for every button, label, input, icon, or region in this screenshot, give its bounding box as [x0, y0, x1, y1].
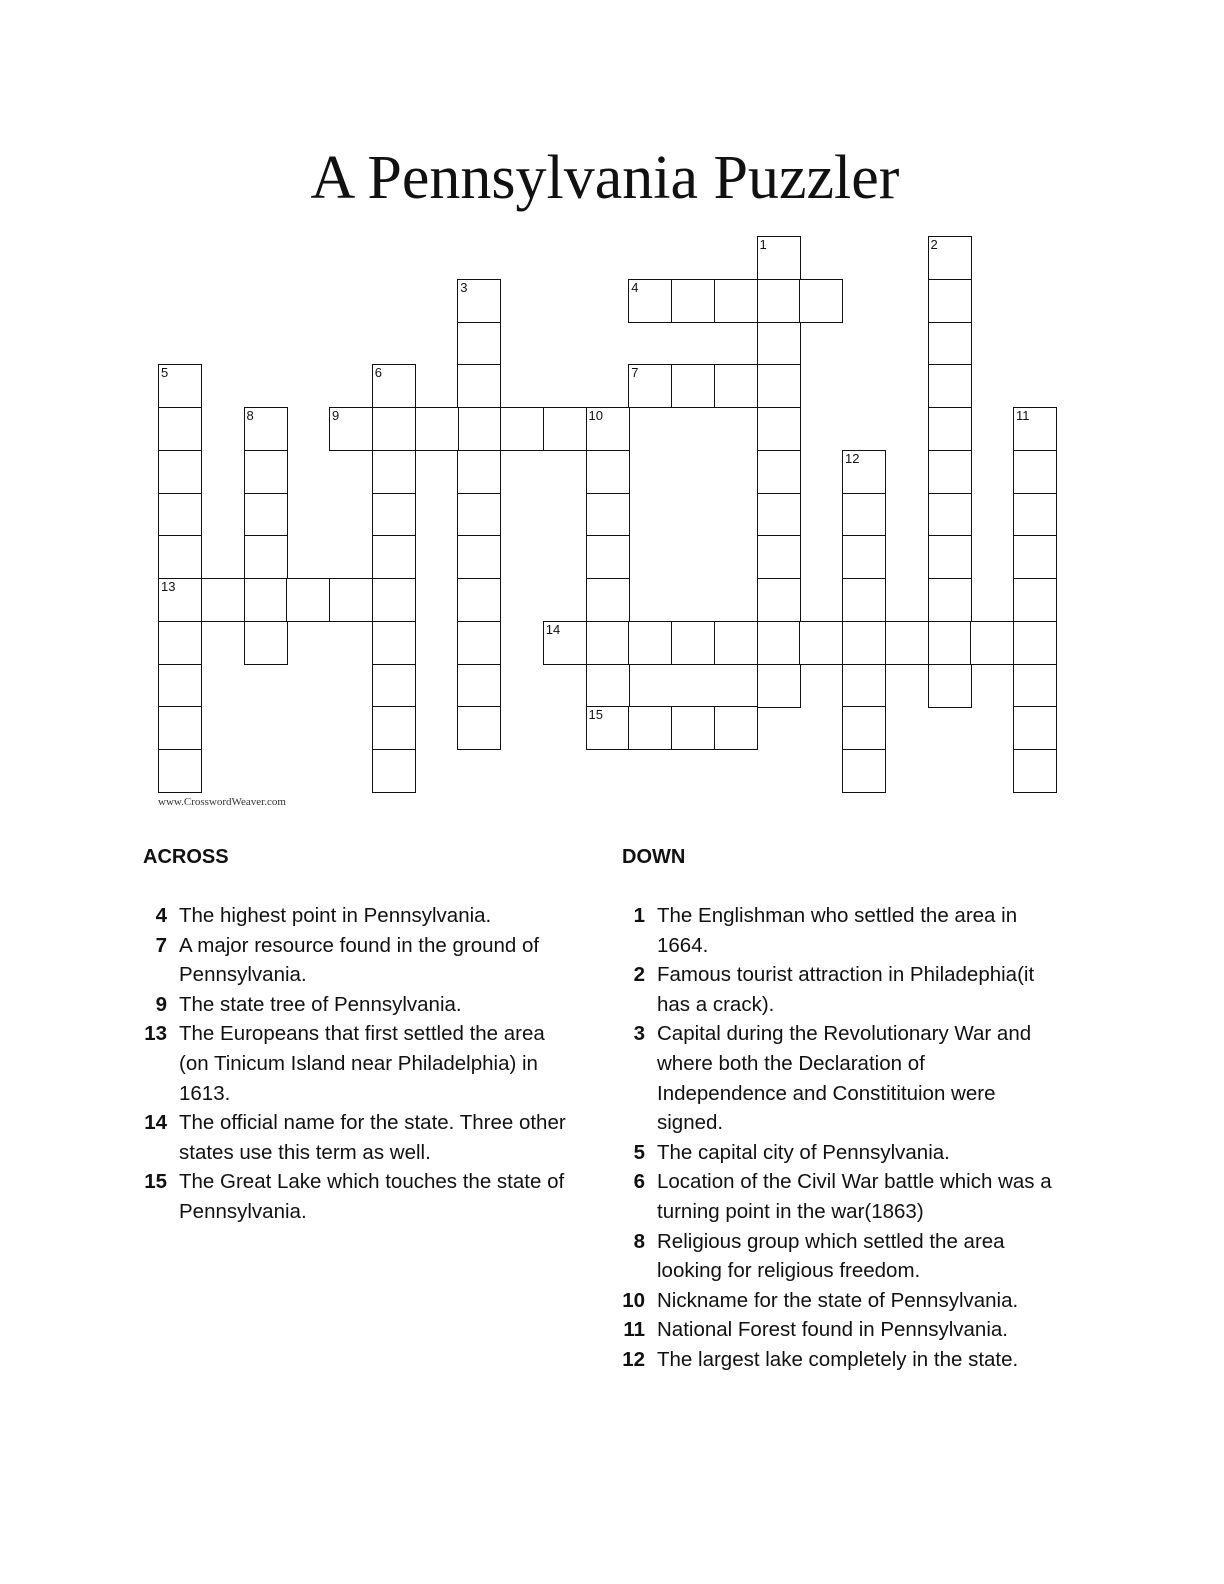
- grid-cell[interactable]: [158, 450, 202, 494]
- grid-cell[interactable]: [1013, 706, 1057, 750]
- cell-number: 6: [374, 365, 382, 381]
- grid-cell[interactable]: [372, 706, 416, 750]
- grid-cell[interactable]: [757, 578, 801, 622]
- clue-number: 10: [622, 1288, 645, 1312]
- down-clue: [616, 1167, 1056, 1226]
- grid-cell[interactable]: [372, 493, 416, 537]
- grid-cell[interactable]: [244, 621, 288, 665]
- credit-text: www.CrosswordWeaver.com: [158, 796, 286, 808]
- clue-text: The Englishman who settled the area in 1664.: [657, 904, 1018, 957]
- grid-cell[interactable]: [372, 578, 416, 622]
- clue-number: 6: [633, 1170, 645, 1194]
- grid-cell[interactable]: [244, 407, 288, 451]
- grid-cell[interactable]: [457, 493, 501, 537]
- grid-cell[interactable]: [628, 364, 672, 408]
- grid-cell[interactable]: [757, 493, 801, 537]
- clue-number: 15: [144, 1170, 167, 1194]
- clue-number: 8: [633, 1229, 645, 1253]
- cell-number: 10: [588, 408, 603, 423]
- grid-cell[interactable]: [457, 322, 501, 366]
- clue-number: 2: [633, 963, 645, 987]
- grid-cell[interactable]: [457, 535, 501, 579]
- grid-cell[interactable]: [671, 364, 715, 408]
- grid-cell[interactable]: [201, 578, 245, 622]
- grid-cell[interactable]: [1013, 450, 1057, 494]
- grid-cell[interactable]: [244, 578, 288, 622]
- grid-cell[interactable]: [928, 621, 972, 665]
- grid-cell[interactable]: [586, 407, 630, 451]
- grid-cell[interactable]: [158, 621, 202, 665]
- clue-number: 13: [144, 1022, 167, 1046]
- clue-text: National Forest found in Pennsylvania.: [657, 1318, 1008, 1342]
- puzzle-title: A Pennsylvania Puzzler: [310, 144, 900, 212]
- clue-number: 4: [155, 904, 167, 927]
- grid-cell[interactable]: [158, 664, 202, 708]
- grid-cell[interactable]: [586, 493, 630, 537]
- clue-text: Famous tourist attraction in Philadephia(it has a crack).: [657, 963, 1035, 1016]
- grid-cell[interactable]: [842, 450, 886, 494]
- grid-cell[interactable]: [928, 279, 972, 323]
- grid-cell[interactable]: [928, 450, 972, 494]
- grid-cell[interactable]: [799, 621, 843, 665]
- grid-cell[interactable]: [586, 706, 630, 750]
- grid-cell[interactable]: [329, 407, 373, 451]
- grid-cell[interactable]: [842, 493, 886, 537]
- grid-cell[interactable]: [415, 407, 459, 451]
- clue-number: 11: [623, 1318, 645, 1342]
- cell-number: 8: [246, 408, 254, 423]
- grid-cell[interactable]: [1013, 621, 1057, 665]
- across-clue: [138, 1019, 578, 1108]
- grid-cell[interactable]: [329, 578, 373, 622]
- grid-cell[interactable]: [671, 279, 715, 323]
- grid-cell[interactable]: [158, 493, 202, 537]
- clue-number: 7: [155, 933, 167, 957]
- grid-cell[interactable]: [1013, 535, 1057, 579]
- across-clue: [138, 931, 578, 990]
- grid-cell[interactable]: [158, 407, 202, 451]
- clue-text: Capital during the Revolutionary War and where both the Declaration of Independence and Constitituion were signed.: [657, 1022, 1032, 1135]
- clue-text: The Europeans that first settled the area (on Tinicum Island near Philadelphia) in 1613.: [179, 1022, 545, 1105]
- grid-cell[interactable]: [1013, 664, 1057, 708]
- clue-text: Religious group which settled the area looking for religious freedom.: [657, 1229, 1005, 1283]
- grid-cell[interactable]: [928, 493, 972, 537]
- grid-cell[interactable]: [372, 621, 416, 665]
- across-heading: ACROSS: [143, 846, 229, 868]
- grid-cell[interactable]: [757, 621, 801, 665]
- grid-cell[interactable]: [714, 706, 758, 750]
- cell-number: 1: [759, 237, 767, 252]
- clue-text: A major resource found in the ground of Pennsylvania.: [179, 933, 540, 987]
- down-clue: [616, 1019, 1056, 1137]
- across-clue: [138, 901, 578, 931]
- clue-number: 1: [633, 904, 645, 927]
- grid-cell[interactable]: [842, 578, 886, 622]
- grid-cell[interactable]: [842, 749, 886, 793]
- grid-cell[interactable]: [714, 364, 758, 408]
- grid-cell[interactable]: [586, 450, 630, 494]
- cell-number: 9: [332, 408, 340, 423]
- grid-cell[interactable]: [757, 364, 801, 408]
- grid-cell[interactable]: [1013, 407, 1057, 451]
- cell-number: 13: [161, 579, 176, 594]
- grid-cell[interactable]: [457, 407, 501, 451]
- grid-cell[interactable]: [671, 621, 715, 665]
- grid-cell[interactable]: [586, 621, 630, 665]
- grid-cell[interactable]: [586, 664, 630, 708]
- grid-cell[interactable]: [457, 364, 501, 408]
- down-clue: [616, 901, 1056, 960]
- grid-cell[interactable]: [158, 706, 202, 750]
- down-heading: DOWN: [622, 846, 686, 868]
- grid-cell[interactable]: [842, 664, 886, 708]
- grid-cell[interactable]: [500, 407, 544, 451]
- grid-cell[interactable]: [372, 535, 416, 579]
- grid-cell[interactable]: [372, 749, 416, 793]
- grid-cell[interactable]: [671, 706, 715, 750]
- clue-text: The Great Lake which touches the state of Pennsylvania.: [179, 1170, 565, 1223]
- grid-cell[interactable]: [757, 236, 801, 280]
- clue-text: The official name for the state. Three other states use this term as well.: [179, 1111, 566, 1164]
- cell-number: 14: [545, 621, 561, 637]
- cell-number: 5: [161, 365, 169, 381]
- grid-cell[interactable]: [457, 664, 501, 708]
- grid-cell[interactable]: [928, 407, 972, 451]
- cell-number: 2: [930, 237, 938, 252]
- clue-number: 5: [633, 1140, 645, 1164]
- grid-cell[interactable]: [586, 535, 630, 579]
- down-clue: [616, 1286, 1056, 1316]
- grid-cell[interactable]: [842, 535, 886, 579]
- across-clue: [138, 1108, 578, 1167]
- clue-text: The capital city of Pennsylvania.: [657, 1140, 950, 1164]
- clue-number: 9: [155, 992, 167, 1016]
- grid-cell[interactable]: [158, 578, 202, 622]
- down-clue: [616, 1227, 1056, 1286]
- grid-cell[interactable]: [842, 621, 886, 665]
- grid-cell[interactable]: [457, 578, 501, 622]
- clue-text: The state tree of Pennsylvania.: [179, 992, 462, 1016]
- grid-cell[interactable]: [158, 535, 202, 579]
- grid-cell[interactable]: [1013, 493, 1057, 537]
- across-clue: [138, 1167, 578, 1226]
- grid-cell[interactable]: [457, 706, 501, 750]
- clue-text: Nickname for the state of Pennsylvania.: [657, 1288, 1019, 1312]
- grid-cell[interactable]: [757, 322, 801, 366]
- grid-cell[interactable]: [628, 706, 672, 750]
- grid-cell[interactable]: [244, 493, 288, 537]
- across-clue-list: [138, 901, 578, 1227]
- grid-cell[interactable]: [244, 450, 288, 494]
- grid-cell[interactable]: [372, 450, 416, 494]
- grid-cell[interactable]: [757, 664, 801, 708]
- grid-cell[interactable]: [286, 578, 330, 622]
- grid-cell[interactable]: [928, 535, 972, 579]
- across-clue: [138, 990, 578, 1020]
- grid-cell[interactable]: [372, 407, 416, 451]
- grid-cell[interactable]: [543, 621, 587, 665]
- cell-number: 12: [845, 450, 860, 466]
- down-clue: [616, 960, 1056, 1019]
- clue-text: Location of the Civil War battle which was a turning point in the war(1863): [657, 1170, 1052, 1223]
- grid-cell[interactable]: [757, 535, 801, 579]
- grid-cell[interactable]: [928, 578, 972, 622]
- clue-number: 14: [144, 1111, 167, 1135]
- grid-cell[interactable]: [457, 621, 501, 665]
- clue-number: 12: [622, 1347, 645, 1371]
- cell-number: 11: [1016, 408, 1030, 423]
- grid-cell[interactable]: [885, 621, 929, 665]
- cell-number: 4: [631, 279, 639, 295]
- cell-number: 7: [631, 365, 639, 381]
- grid-cell[interactable]: [970, 621, 1014, 665]
- grid-cell[interactable]: [628, 279, 672, 323]
- grid-cell[interactable]: [928, 664, 972, 708]
- down-clue: [616, 1315, 1056, 1345]
- grid-cell[interactable]: [714, 279, 758, 323]
- grid-cell[interactable]: [928, 322, 972, 366]
- grid-cell[interactable]: [1013, 749, 1057, 793]
- grid-cell[interactable]: [757, 450, 801, 494]
- cell-number: 3: [460, 279, 468, 295]
- clue-number: 3: [633, 1022, 645, 1046]
- clue-text: The highest point in Pennsylvania.: [179, 904, 492, 927]
- down-clue-list: [616, 901, 1056, 1375]
- down-clue: [616, 1345, 1056, 1375]
- grid-cell[interactable]: [372, 364, 416, 408]
- grid-cell[interactable]: [1013, 578, 1057, 622]
- down-clue: [616, 1138, 1056, 1168]
- grid-cell[interactable]: [158, 749, 202, 793]
- grid-cell[interactable]: [928, 236, 972, 280]
- grid-cell[interactable]: [842, 706, 886, 750]
- grid-cell[interactable]: [628, 621, 672, 665]
- grid-cell[interactable]: [757, 279, 801, 323]
- grid-cell[interactable]: [799, 279, 843, 323]
- grid-cell[interactable]: [586, 578, 630, 622]
- clue-text: The largest lake completely in the state.: [657, 1347, 1019, 1371]
- grid-cell[interactable]: [158, 364, 202, 408]
- grid-cell[interactable]: [244, 535, 288, 579]
- grid-cell[interactable]: [457, 279, 501, 323]
- grid-cell[interactable]: [714, 621, 758, 665]
- grid-cell[interactable]: [372, 664, 416, 708]
- cell-number: 15: [588, 707, 603, 723]
- grid-cell[interactable]: [757, 407, 801, 451]
- grid-cell[interactable]: [928, 364, 972, 408]
- grid-cell[interactable]: [457, 450, 501, 494]
- grid-cell[interactable]: [543, 407, 587, 451]
